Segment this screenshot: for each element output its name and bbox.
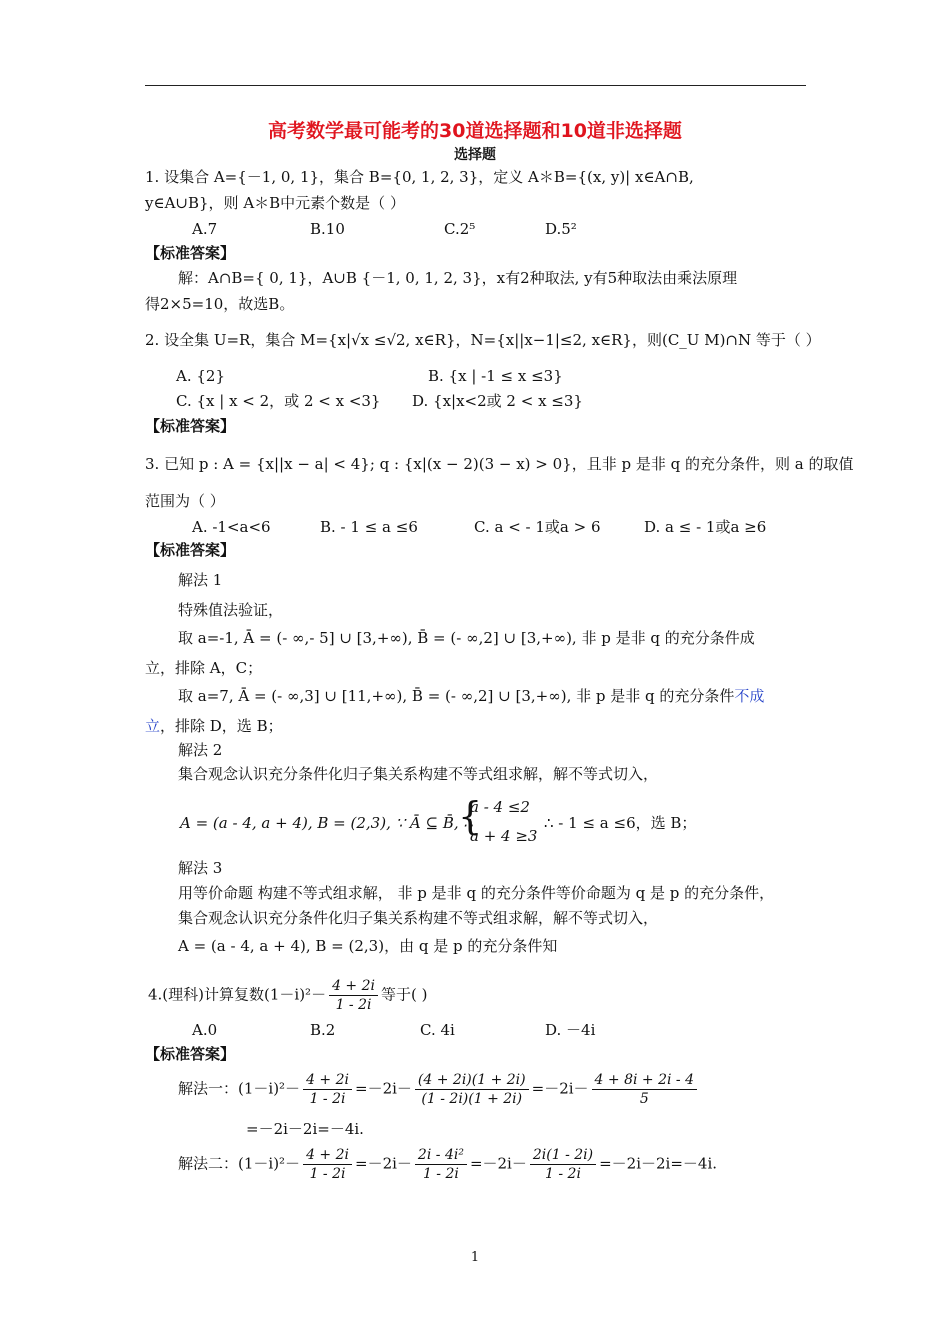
q4-s1-frac3-den: 5 <box>639 1091 649 1107</box>
q1-option-b: B.10 <box>310 220 345 238</box>
q4-s2-frac3-den: 1 - 2i <box>545 1166 581 1182</box>
q1-stem-line2: y∈A∪B}，则 A＊B中元素个数是（ ） <box>145 194 405 212</box>
q1-option-a: A.7 <box>192 220 218 238</box>
q3-method3-line1: 用等价命题 构建不等式组求解， 非 p 是非 q 的充分条件等价命题为 q 是 p 的充分条件， <box>178 884 775 902</box>
q4-option-d: D. －4i <box>545 1021 596 1039</box>
q4-option-b: B.2 <box>310 1021 336 1039</box>
q3-method2-result: ∴ - 1 ≤ a ≤6，选 B； <box>544 814 697 832</box>
q4-s1-frac3-num: 4 + 8i + 2i - 4 <box>592 1071 697 1090</box>
q3-method1-case2-text: 取 a=7, Ā = (- ∞,3] ∪ [11,+∞), B̄ = (- ∞,2] ∪ [3,+∞), 非 p 是非 q 的充分条件 <box>178 687 735 705</box>
header-rule <box>145 85 806 86</box>
q3-method3-line3: A = (a - 4, a + 4), B = (2,3)，由 q 是 p 的充分条件知 <box>178 937 558 955</box>
document-title: 高考数学最可能考的30道选择题和10道非选择题 <box>268 120 682 142</box>
q3-option-b: B. - 1 ≤ a ≤6 <box>320 518 418 536</box>
q4-s2-frac1 <box>303 1146 352 1183</box>
q3-method3-title: 解法 3 <box>178 859 223 877</box>
q4-s1-frac1-den: 1 - 2i <box>309 1091 346 1107</box>
q4-s1-mid: =－2i－ <box>355 1079 412 1098</box>
q4-option-a: A.0 <box>192 1021 218 1039</box>
q4-s1-frac1-num: 4 + 2i <box>303 1071 352 1090</box>
q1-solution-line1: 解：A∩B={ 0, 1}，A∪B {－1, 0, 1, 2, 3}，x有2种取法, y有5种取法由乘法原理 <box>178 269 738 287</box>
q3-method1-intro: 特殊值法验证， <box>178 601 284 619</box>
q4-s1-frac2-den: (1 - 2i)(1 + 2i) <box>421 1091 523 1107</box>
q1-stem-line1: 1. 设集合 A={－1, 0, 1}，集合 B={0, 1, 2, 3}，定义 A＊B={(x, y)| x∈A∩B, <box>145 168 694 186</box>
q1-answer-label: 【标准答案】 <box>145 244 236 262</box>
q3-option-d: D. a ≤ - 1或a ≥6 <box>644 518 767 536</box>
q3-stem-line1: 3. 已知 p : A = {x||x − a| < 4}; q : {x|(x − 2)(3 − x) > 0}，且非 p 是非 q 的充分条件，则 a 的取值 <box>145 455 854 473</box>
q4-s2-frac3 <box>530 1146 596 1183</box>
q4-stem-prefix: 4.(理科)计算复数(1－i)²－ <box>148 985 327 1004</box>
q3-method1-case1-end: 立，排除 A，C； <box>145 659 263 677</box>
q4-s2-frac3-num: 2i(1 - 2i) <box>530 1146 596 1165</box>
q1-solution-line2: 得2×5=10，故选B。 <box>145 295 295 313</box>
q4-s2-frac2 <box>415 1146 467 1183</box>
q4-s2-prefix: 解法二：(1－i)²－ <box>178 1154 301 1173</box>
q2-option-b: B. {x | -1 ≤ x ≤3} <box>428 367 563 385</box>
q1-option-d: D.5² <box>545 220 577 238</box>
q3-answer-label: 【标准答案】 <box>145 541 236 559</box>
q3-option-a: A. -1<a<6 <box>192 518 271 536</box>
q3-option-c: C. a < - 1或a > 6 <box>474 518 601 536</box>
q4-option-c: C. 4i <box>420 1021 455 1039</box>
q3-method1-case2-tail: ，排除 D，选 B； <box>160 717 283 735</box>
q4-stem <box>148 977 428 1014</box>
q1-option-c: C.2⁵ <box>444 220 476 238</box>
q3-method2-title: 解法 2 <box>178 741 223 759</box>
q2-stem: 2. 设全集 U=R，集合 M={x|√x ≤√2, x∈R}，N={x||x−1|≤2, x∈R}，则(C_U M)∩N 等于（ ） <box>145 331 821 349</box>
q2-option-c: C. {x | x < 2，或 2 < x <3} <box>176 392 381 410</box>
q4-fraction-numerator: 4 + 2i <box>329 977 378 996</box>
q4-s1-frac2-num: (4 + 2i)(1 + 2i) <box>415 1071 529 1090</box>
q4-s1-frac1 <box>303 1071 352 1108</box>
q4-s2-frac1-den: 1 - 2i <box>309 1166 346 1182</box>
q3-stem-line2: 范围为（ ） <box>145 492 225 510</box>
q3-system-brace: { <box>458 794 483 838</box>
q3-method2-intro: 集合观念认识充分条件化归子集关系构建不等式组求解，解不等式切入， <box>178 765 659 783</box>
q4-s2-mid2: =－2i－ <box>469 1154 527 1173</box>
q4-solution1-line1 <box>178 1071 700 1108</box>
q2-answer-label: 【标准答案】 <box>145 417 236 435</box>
q4-s1-frac3 <box>592 1071 697 1108</box>
q4-stem-suffix: 等于( ) <box>381 985 428 1004</box>
q4-s2-frac2-den: 1 - 2i <box>422 1166 459 1182</box>
q4-fraction-denominator: 1 - 2i <box>335 997 372 1013</box>
q4-stem-fraction <box>329 977 378 1014</box>
q4-s1-frac2 <box>415 1071 529 1108</box>
q3-system-row2: a + 4 ≥3 <box>470 827 538 845</box>
q3-method1-case2 <box>178 686 764 706</box>
q4-s2-mid: =－2i－ <box>355 1154 412 1173</box>
q4-answer-label: 【标准答案】 <box>145 1045 236 1063</box>
q4-s2-frac2-num: 2i - 4i² <box>415 1146 467 1165</box>
q3-method3-line2: 集合观念认识充分条件化归子集关系构建不等式组求解，解不等式切入， <box>178 909 659 927</box>
q4-s2-frac1-num: 4 + 2i <box>303 1146 352 1165</box>
q3-method2-formula: A = (a - 4, a + 4), B = (2,3), ∵ Ā ⊆ B̄, ∴ <box>180 814 473 832</box>
q4-s2-end: =－2i－2i=－4i. <box>599 1154 718 1173</box>
q4-s1-mid2: =－2i－ <box>531 1079 589 1098</box>
q3-highlight-text: 不成 <box>734 687 765 705</box>
section-title: 选择题 <box>454 147 496 163</box>
q3-method1-case1: 取 a=-1, Ā = (- ∞,- 5] ∪ [3,+∞), B̄ = (- ∞,2] ∪ [3,+∞), 非 p 是非 q 的充分条件成 <box>178 629 755 647</box>
q2-option-d: D. {x|x<2或 2 < x ≤3} <box>412 392 583 410</box>
q4-solution1-line2: =－2i－2i=－4i. <box>246 1120 364 1138</box>
q2-option-a: A. {2} <box>176 367 225 385</box>
q3-method1-title: 解法 1 <box>178 571 223 589</box>
q4-s1-prefix: 解法一：(1－i)²－ <box>178 1079 301 1098</box>
q3-system-row1: a - 4 ≤2 <box>470 798 530 816</box>
q3-method1-case2-end <box>145 716 283 736</box>
page-number: 1 <box>470 1250 480 1265</box>
q4-solution2 <box>178 1146 717 1183</box>
q3-highlight-text-end: 立 <box>145 717 161 735</box>
